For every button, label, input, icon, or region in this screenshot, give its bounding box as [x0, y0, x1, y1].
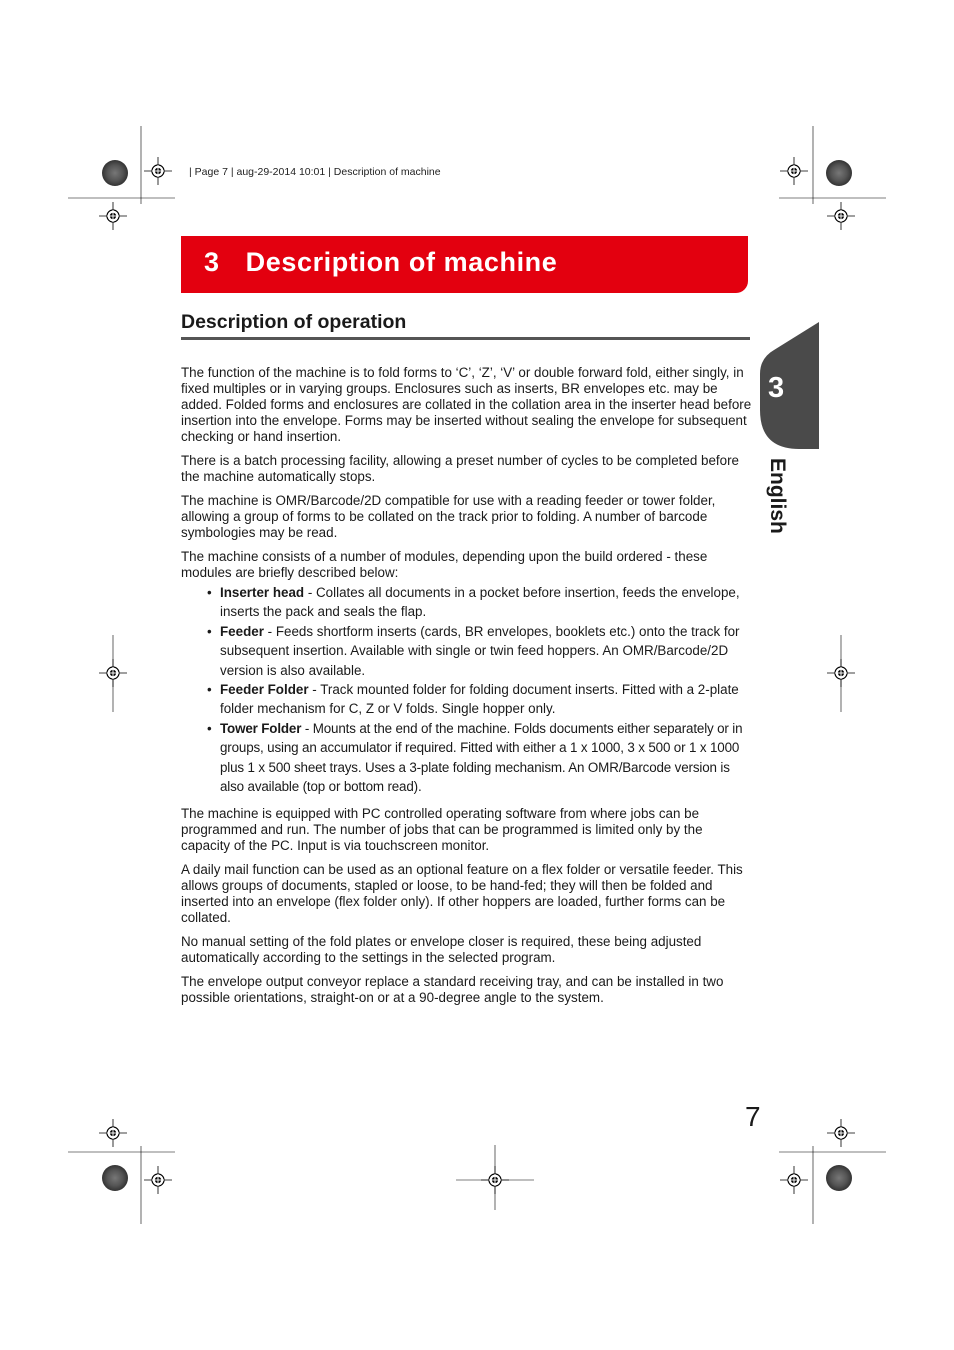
language-text: English — [766, 458, 789, 534]
module-description: - Collates all documents in a pocket before insertion, feeds the envelope, inserts the pack and seals the flap. — [220, 585, 740, 620]
module-list — [181, 583, 753, 796]
chapter-number: 3 — [204, 247, 220, 277]
list-item — [220, 680, 753, 719]
chapter-title — [204, 244, 557, 280]
print-header: | Page 7 | aug-29-2014 10:01 | Description of machine — [189, 166, 441, 178]
paragraph: No manual setting of the fold plates or envelope closer is required, these being adjusted automatically according to the settings in the selected program. — [181, 934, 702, 966]
tab-chapter-number: 3 — [768, 372, 785, 404]
paragraph: The machine is equipped with PC controlled operating software from where jobs can be programmed and run. The number of jobs that can be programmed is limited only by the capacity of the PC. Input is via touchscreen monitor. — [181, 806, 703, 854]
module-description: - Feeds shortform inserts (cards, BR envelopes, booklets etc.) onto the track for subsequent insertion. Available with single or twin feed hoppers. An OMR/Barcode/2D version is also available. — [220, 623, 740, 678]
paragraph: There is a batch processing facility, allowing a preset number of cycles to be completed before the machine automatically stops. — [181, 453, 739, 484]
paragraph: A daily mail function can be used as an optional feature on a flex folder or versatile feeder. This allows groups of documents, stapled or loose, to be hand-fed; they will then be folded and inserted into an envelope (flex folder only). If other hoppers are loaded, further forms can be collated. — [181, 862, 743, 926]
section-title: Description of operation — [181, 311, 407, 333]
module-term: Tower Folder — [220, 720, 302, 736]
paragraph: The machine consists of a number of modules, depending upon the build ordered - these modules are briefly described below: — [181, 549, 708, 580]
list-item — [220, 583, 753, 622]
paragraph: The envelope output conveyor replace a standard receiving tray, and can be installed in two possible orientations, straight-on or at a 90-degree angle to the system. — [181, 974, 724, 1006]
body-text — [181, 365, 753, 1014]
page-number: 7 — [745, 1101, 761, 1132]
list-item — [220, 622, 753, 680]
list-item — [220, 719, 753, 797]
module-term: Inserter head — [220, 585, 305, 600]
module-description: - Track mounted folder for folding document inserts. Fitted with a 2-plate folder mechanism for C, Z or V folds. Single hopper only. — [220, 682, 739, 717]
module-term: Feeder Folder — [220, 682, 309, 698]
language-label — [757, 452, 797, 552]
paragraph: The function of the machine is to fold forms to ‘C’, ‘Z’, ‘V’ or double forward fold, either singly, in fixed multiples or in varying groups. Enclosures such as inserts, BR envelopes etc. may be added. Folded forms and enclosures are collated in the collation area in the inserter head before insertion into the envelope. Forms may be inserted without sealing the envelope for subsequent checking or hand insertion. — [181, 365, 752, 444]
section-rule — [181, 337, 750, 340]
chapter-title-text: Description of machine — [245, 247, 558, 277]
paragraph: The machine is OMR/Barcode/2D compatible for use with a reading feeder or tower folder, allowing a group of forms to be collated on the track prior to folding. A number of barcode symbologies may be read. — [181, 493, 716, 540]
module-description: - Mounts at the end of the machine. Folds documents either separately or in groups, using an accumulator if required. Fitted with either a 1 x 1000, 3 x 500 or 1 x 1000 plus 1 x 500 sheet trays. Uses a 3-plate folding mechanism. An OMR/Barcode version is also available (top or bottom read). — [220, 720, 743, 795]
module-term: Feeder — [220, 623, 264, 639]
